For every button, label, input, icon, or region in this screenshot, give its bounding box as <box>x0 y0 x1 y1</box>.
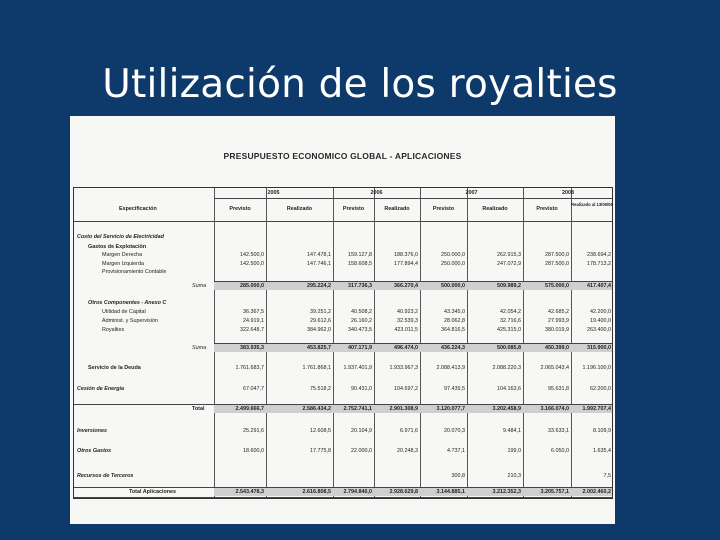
row-label: Margen Derecha <box>102 252 143 258</box>
column-header: Previsto <box>432 206 455 212</box>
cell-value: 3.120.077,7 <box>436 406 465 412</box>
cell-value: 423.011,5 <box>394 327 418 333</box>
cell-value: 95.631,8 <box>548 386 569 392</box>
cell-value: 147.478,1 <box>307 252 331 258</box>
row-label: Suma <box>192 283 207 289</box>
cell-value: 2.928.629,8 <box>389 489 418 495</box>
cell-value: 178.713,2 <box>587 261 611 267</box>
cell-value: 2.901.308,9 <box>389 406 418 412</box>
cell-value: 7,5 <box>603 473 611 479</box>
cell-value: 67.047,7 <box>243 386 264 392</box>
cell-value: 1.992.707,4 <box>582 406 611 412</box>
cell-value: 500.085,8 <box>497 345 521 351</box>
cell-value: 436.224,3 <box>441 345 465 351</box>
column-header: Realizado <box>384 206 410 212</box>
cell-value: 496.474,0 <box>394 345 418 351</box>
cell-value: 142.500,0 <box>240 261 264 267</box>
cell-value: 104.163,6 <box>497 386 521 392</box>
cell-value: 509.989,2 <box>497 283 521 289</box>
cell-value: 3.166.074,0 <box>540 406 569 412</box>
cell-value: 75.518,2 <box>310 386 331 392</box>
cell-value: 317.736,3 <box>348 283 372 289</box>
column-header: Realizado <box>286 206 313 212</box>
cell-value: 6.050,0 <box>551 448 569 454</box>
cell-value: 9.484,1 <box>503 428 521 434</box>
cell-value: 3.212.352,3 <box>492 489 521 495</box>
cell-value: 3.144.885,1 <box>436 489 465 495</box>
total-row-rule <box>74 404 612 405</box>
cell-value: 417.407,4 <box>587 283 611 289</box>
cell-value: 42.200,0 <box>590 309 611 315</box>
row-label: Otros Gastos <box>77 448 112 454</box>
cell-value: 159.127,8 <box>348 252 372 258</box>
cell-value: 295.224,2 <box>307 283 331 289</box>
cell-value: 28.062,8 <box>444 318 465 324</box>
cell-value: 2.088.413,9 <box>436 365 465 371</box>
cell-value: 453.825,7 <box>307 345 331 351</box>
cell-value: 36.367,5 <box>243 309 264 315</box>
budget-table <box>73 187 613 499</box>
total-row-rule <box>74 487 612 488</box>
row-label: Cesión de Energía <box>77 386 125 392</box>
cell-value: 42.685,2 <box>548 309 569 315</box>
cell-value: 366.270,4 <box>394 283 418 289</box>
cell-value: 285.000,0 <box>240 283 264 289</box>
cell-value: 20.248,3 <box>397 448 418 454</box>
cell-value: 1.761.683,7 <box>235 365 264 371</box>
footer-rule <box>74 497 612 498</box>
cell-value: 2.499.666,7 <box>235 406 264 412</box>
year-header: 2006 <box>370 190 383 196</box>
cell-value: 20.104,9 <box>351 428 372 434</box>
document-title: PRESUPUESTO ECONOMICO GLOBAL - APLICACIONES <box>223 151 462 161</box>
cell-value: 3.205.757,1 <box>540 489 569 495</box>
cell-value: 62.200,0 <box>590 386 611 392</box>
cell-value: 450.399,0 <box>545 345 569 351</box>
cell-value: 17.775,8 <box>310 448 331 454</box>
cell-value: 40.508,2 <box>351 309 372 315</box>
cell-value: 27.993,9 <box>548 318 569 324</box>
column-header: Realizado al 13/09/08 <box>571 202 613 207</box>
column-header: Previsto <box>229 206 251 212</box>
row-label: Servicio de la Deuda <box>88 365 141 371</box>
cell-value: 32.539,3 <box>397 318 418 324</box>
cell-value: 2.794.846,0 <box>343 489 372 495</box>
cell-value: 263.400,0 <box>587 327 611 333</box>
cell-value: 33.633,1 <box>548 428 569 434</box>
header-rule <box>74 221 612 222</box>
cell-value: 142.500,0 <box>240 252 264 258</box>
spec-header: Especificación <box>119 206 157 212</box>
cell-value: 6.971,6 <box>400 428 418 434</box>
cell-value: 177.894,4 <box>394 261 418 267</box>
row-label: Otros Componentes - Anexo C <box>88 300 167 306</box>
cell-value: 8.109,9 <box>593 428 611 434</box>
cell-value: 2.002.460,2 <box>582 489 611 495</box>
cell-value: 2.752.741,1 <box>343 406 372 412</box>
cell-value: 300,8 <box>451 473 465 479</box>
cell-value: 380.019,9 <box>545 327 569 333</box>
row-label: Gastos de Explotación <box>88 244 147 250</box>
row-label: Suma <box>192 345 207 351</box>
cell-value: 43.345,0 <box>444 309 465 315</box>
cell-value: 20.070,3 <box>444 428 465 434</box>
cell-value: 425.315,0 <box>497 327 521 333</box>
year-header: 2005 <box>267 190 280 196</box>
cell-value: 1.761.868,1 <box>302 365 331 371</box>
cell-value: 384.962,0 <box>307 327 331 333</box>
cell-value: 4.737,1 <box>447 448 465 454</box>
cell-value: 2.088.220,3 <box>492 365 521 371</box>
cell-value: 500.000,0 <box>441 283 465 289</box>
cell-value: 364.816,5 <box>441 327 465 333</box>
row-label: Total <box>192 406 205 412</box>
row-label: Recursos de Terceros <box>77 473 134 479</box>
row-label: Administ. y Supervisión <box>102 318 159 324</box>
header-rule <box>214 198 612 199</box>
cell-value: 97.439,5 <box>444 386 465 392</box>
cell-value: 322.648,7 <box>240 327 264 333</box>
cell-value: 158.608,5 <box>348 261 372 267</box>
cell-value: 340.473,5 <box>348 327 372 333</box>
cell-value: 18.600,0 <box>243 448 264 454</box>
row-label: Inversiones <box>77 428 107 434</box>
row-label: Provisionamiento Contable <box>102 269 167 275</box>
cell-value: 188.376,0 <box>394 252 418 258</box>
cell-value: 1.635,4 <box>593 448 611 454</box>
cell-value: 147.746,1 <box>307 261 331 267</box>
row-label: Costo del Servicio de Electricidad <box>77 234 164 240</box>
cell-value: 29.612,6 <box>310 318 331 324</box>
cell-value: 2.543.478,3 <box>235 489 264 495</box>
cell-value: 315.900,0 <box>587 345 611 351</box>
cell-value: 2.586.434,2 <box>302 406 331 412</box>
cell-value: 247.072,9 <box>497 261 521 267</box>
slide-title: Utilización de los royalties <box>102 62 618 107</box>
cell-value: 19.400,0 <box>590 318 611 324</box>
cell-value: 25.291,6 <box>243 428 264 434</box>
year-header: 2007 <box>465 190 478 196</box>
cell-value: 2.616.808,5 <box>302 489 331 495</box>
column-header: Previsto <box>536 206 558 212</box>
cell-value: 210,3 <box>507 473 521 479</box>
scanned-table-image <box>70 116 615 524</box>
cell-value: 2.065.043,4 <box>540 365 569 371</box>
cell-value: 24.919,1 <box>243 318 264 324</box>
cell-value: 22.000,0 <box>351 448 372 454</box>
cell-value: 40.923,2 <box>397 309 418 315</box>
cell-value: 407.171,9 <box>348 345 372 351</box>
cell-value: 1.937.401,9 <box>343 365 372 371</box>
cell-value: 1.196.100,0 <box>582 365 611 371</box>
row-label: Royalties <box>102 327 125 333</box>
cell-value: 104.697,2 <box>394 386 418 392</box>
cell-value: 287.500,0 <box>545 252 569 258</box>
year-header: 2008 <box>562 190 574 196</box>
cell-value: 250.000,0 <box>441 261 465 267</box>
cell-value: 39.251,2 <box>310 309 331 315</box>
cell-value: 262.915,3 <box>497 252 521 258</box>
cell-value: 26.160,2 <box>351 318 372 324</box>
cell-value: 32.716,6 <box>500 318 521 324</box>
cell-value: 238.694,2 <box>587 252 611 258</box>
cell-value: 3.202.458,9 <box>492 406 521 412</box>
total-row-rule <box>214 343 612 344</box>
cell-value: 250.000,0 <box>441 252 465 258</box>
cell-value: 12.608,5 <box>310 428 331 434</box>
cell-value: 199,0 <box>507 448 521 454</box>
cell-value: 575.000,0 <box>545 283 569 289</box>
row-label: Total Aplicaciones <box>129 489 177 495</box>
total-row-rule <box>214 281 612 282</box>
cell-value: 90.431,0 <box>351 386 372 392</box>
cell-value: 383.935,3 <box>240 345 264 351</box>
row-label: Margen Izquierda <box>102 261 144 267</box>
cell-value: 287.500,0 <box>545 261 569 267</box>
column-header: Previsto <box>342 206 365 212</box>
column-header: Realizado <box>482 206 508 212</box>
cell-value: 1.933.967,3 <box>389 365 418 371</box>
row-label: Utilidad de Capital <box>102 309 146 315</box>
cell-value: 42.054,2 <box>500 309 521 315</box>
